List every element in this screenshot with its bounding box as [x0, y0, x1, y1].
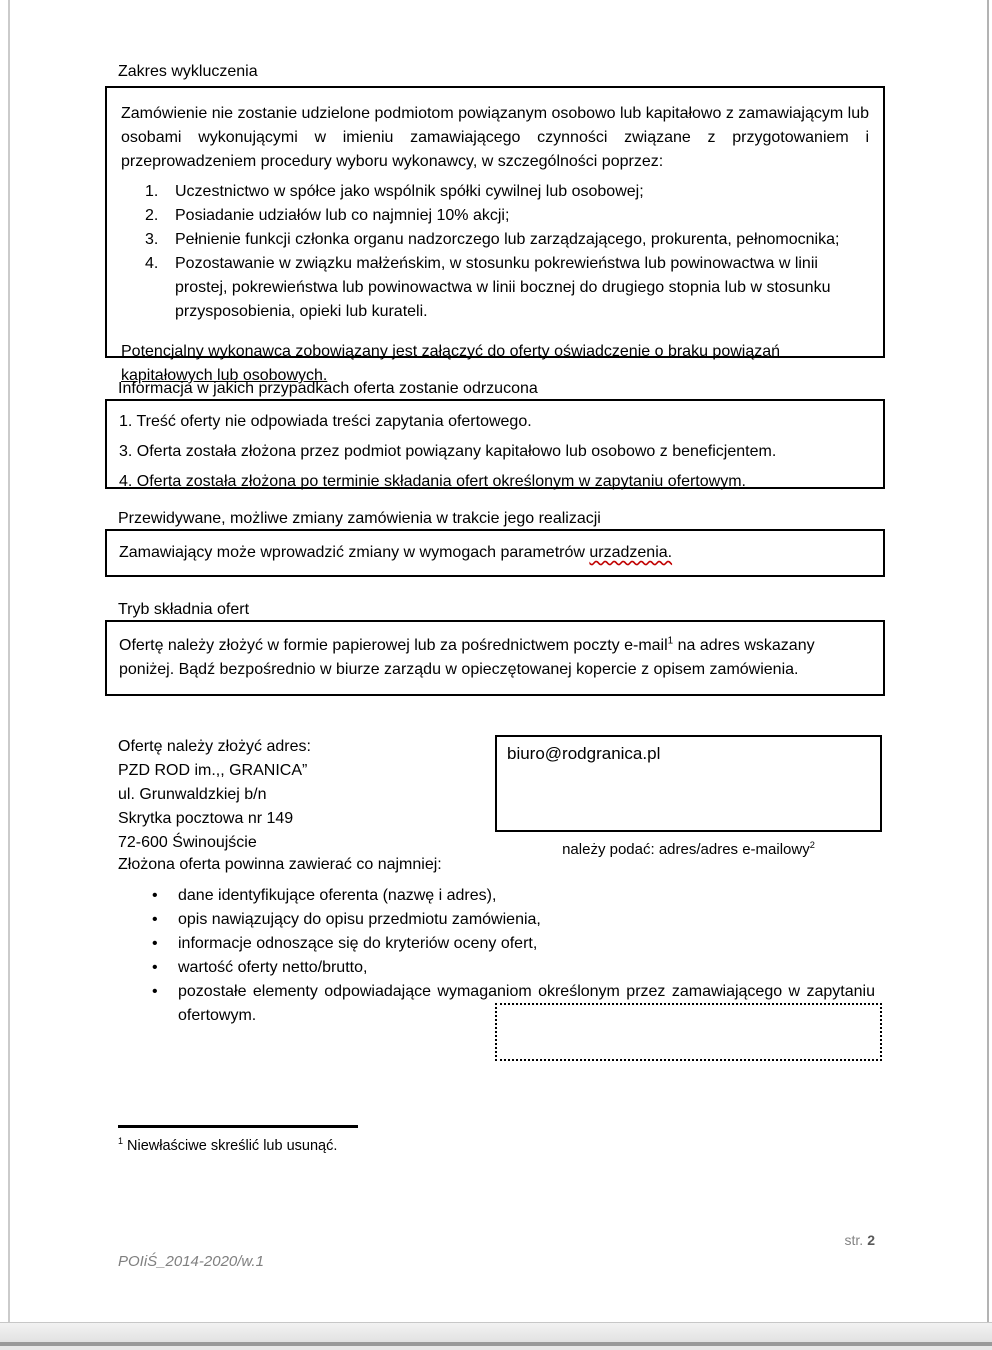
viewer-bottom-strip — [0, 1346, 992, 1350]
heading-rejection-cases: Informacja w jakich przypadkach oferta zostanie odrzucona — [118, 380, 538, 397]
list-item-number: 1. — [145, 183, 159, 200]
bullet-marker: • — [152, 911, 158, 928]
footnote-separator-rule — [118, 1125, 358, 1128]
list-item — [121, 204, 869, 228]
list-item-text: Pozostawanie w związku małżeńskim, w stosunku pokrewieństwa lub powinowactwa w linii prostej, pokrewieństwa lub powinowactwa w linii bocznej do drugiego stopnia lub w stosunku przysposobienia, opieki lub kurateli. — [175, 255, 831, 320]
heading-possible-changes: Przewidywane, możliwe zmiany zamówienia w trakcie jego realizacji — [118, 510, 601, 527]
bullet-text: dane identyfikujące oferenta (nazwę i adres), — [178, 887, 497, 904]
address-line: 72-600 Świnoujście — [118, 834, 257, 851]
submission-box — [105, 620, 885, 696]
bullet-marker: • — [152, 887, 158, 904]
viewer-bottom-chrome — [0, 1322, 992, 1350]
exclusion-underlined-note: Potencjalny wykonawca zobowiązany jest załączyć do oferty oświadczenie o braku powiązań kapitałowych lub osobowych. — [121, 343, 781, 384]
exclusion-intro-paragraph: Zamówienie nie zostanie udzielone podmiotom powiązanym osobowo lub kapitałowo z zamawiającym lub osobami wykonującymi w imieniu zamawiającego czynności związane z przygotowaniem i przeprowadzeniem procedury wyboru wykonawcy, w szczególności poprzez: — [121, 105, 869, 170]
bullet-item — [105, 884, 885, 908]
footnote-text: Niewłaściwe skreślić lub usunąć. — [123, 1138, 338, 1154]
bullet-marker: • — [152, 959, 158, 976]
bullet-text: wartość oferty netto/brutto, — [178, 959, 368, 976]
page-number-label: str. — [844, 1232, 864, 1248]
list-item — [121, 228, 869, 252]
footnote-reference-1: 1 — [667, 635, 674, 647]
changes-text: Zamawiający może wprowadzić zmiany w wymogach parametrów — [119, 544, 590, 561]
email-field-caption — [495, 838, 882, 862]
bullet-text: pozostałe elementy odpowiadające wymaganiom określonym przez zamawiającego w zapytaniu ofertowym. — [178, 983, 875, 1024]
heading-submission-mode: Tryb składnia ofert — [118, 601, 250, 618]
page-left-edge — [8, 0, 10, 1322]
footnote — [118, 1134, 337, 1158]
page-number-value: 2 — [867, 1232, 875, 1248]
page-number — [845, 1228, 875, 1252]
list-item-number: 2. — [145, 207, 159, 224]
spellcheck-flagged-word: urzadzenia. — [589, 544, 673, 561]
list-item-text: Pełnienie funkcji członka organu nadzorczego lub zarządzającego, prokurenta, pełnomocnika; — [175, 231, 840, 248]
delivery-address-block — [118, 735, 311, 855]
list-item-number: 4. — [145, 255, 159, 272]
rejection-row: 4. Oferta została złożona po terminie składania ofert określonym w zapytaniu ofertowym. — [119, 473, 746, 490]
exclusion-list — [121, 180, 869, 324]
email-address-field[interactable] — [495, 735, 882, 832]
list-item — [121, 252, 869, 324]
changes-box — [105, 529, 885, 577]
heading-exclusion-scope: Zakres wykluczenia — [118, 63, 258, 80]
rejection-row: 3. Oferta została złożona przez podmiot powiązany kapitałowo lub osobowo z beneficjentem. — [119, 443, 777, 460]
page-right-edge — [987, 0, 989, 1322]
rejection-row: 1. Treść oferty nie odpowiada treści zapytania ofertowego. — [119, 413, 532, 430]
submission-text-end: na adres wskazany poniżej. Bądź bezpośrednio w biurze zarządu w opieczętowanej kopercie z opisem zamówienia. — [119, 637, 815, 678]
bullet-text: informacje odnoszące się do kryteriów oceny ofert, — [178, 935, 538, 952]
bullet-marker: • — [152, 935, 158, 952]
offer-requirements-intro: Złożona oferta powinna zawierać co najmniej: — [118, 856, 442, 873]
rejection-box — [105, 399, 885, 489]
bullet-item — [105, 908, 885, 932]
footnote-marker: 1 — [118, 1136, 123, 1147]
list-item-text: Posiadanie udziałów lub co najmniej 10% akcji; — [175, 207, 510, 224]
list-item-number: 3. — [145, 231, 159, 248]
footnote-reference-2: 2 — [809, 840, 815, 850]
list-item — [121, 180, 869, 204]
viewer-bottom-band — [0, 1322, 992, 1342]
address-line: PZD ROD im.,, GRANICA” — [118, 762, 308, 779]
address-line: ul. Grunwaldzkiej b/n — [118, 786, 267, 803]
bullet-item — [105, 932, 885, 956]
submission-text-start: Ofertę należy złożyć w formie papierowej lub za pośrednictwem poczty e-mail — [119, 637, 668, 654]
list-item-text: Uczestnictwo w spółce jako wspólnik spółki cywilnej lub osobowej; — [175, 183, 644, 200]
dotted-placeholder-field[interactable] — [495, 1003, 882, 1061]
email-caption-text: należy podać: adres/adres e-mailowy — [562, 841, 810, 858]
bullet-text: opis nawiązujący do opisu przedmiotu zamówienia, — [178, 911, 541, 928]
exclusion-box — [105, 86, 885, 384]
document-code: POIiŚ_2014-2020/w.1 — [118, 1253, 264, 1270]
email-address-value: biuro@rodgranica.pl — [507, 744, 661, 763]
bullet-item — [105, 956, 885, 980]
bullet-marker: • — [152, 983, 158, 1000]
address-line: Skrytka pocztowa nr 149 — [118, 810, 294, 827]
address-line: Ofertę należy złożyć adres: — [118, 738, 311, 755]
